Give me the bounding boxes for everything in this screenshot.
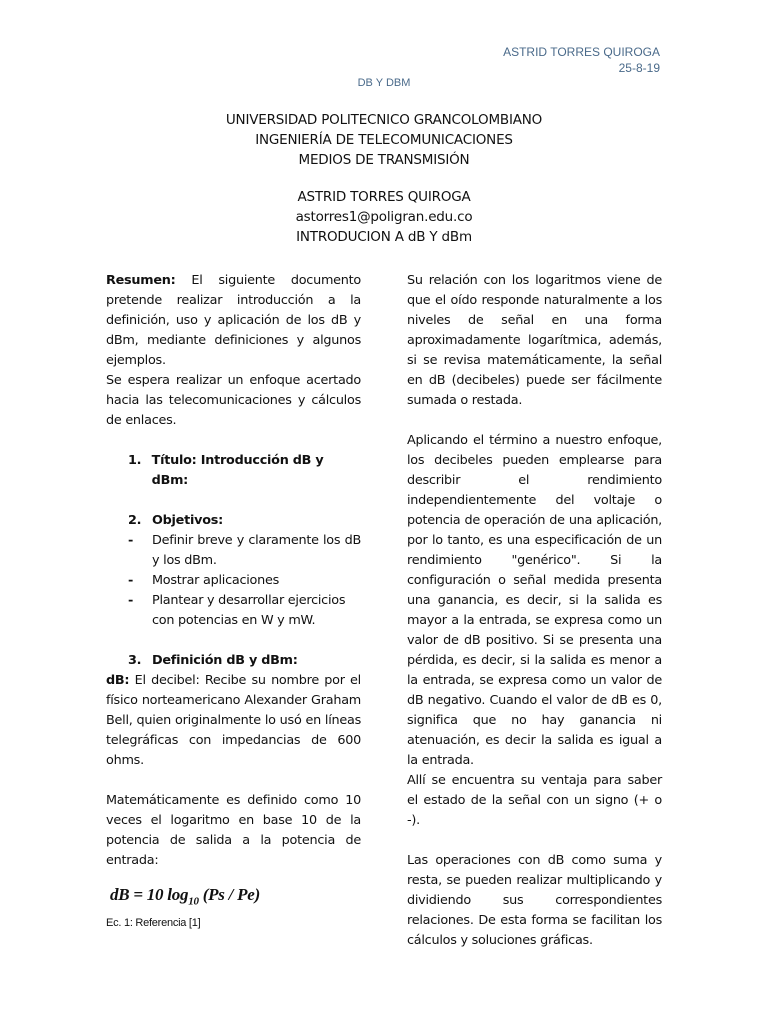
section-2-heading bbox=[106, 511, 361, 531]
abstract-paragraph bbox=[106, 271, 361, 371]
abstract-text: El siguiente documento pretende realizar introducción a la definición, uso y aplicación de los dB y dBm, mediante definiciones y algunos ejemplos. bbox=[106, 273, 361, 368]
page-header-right bbox=[503, 44, 660, 76]
paragraph-operations: Las operaciones con dB como suma y resta, se pueden realizar multiplicando y dividiendo sus correspondientes relaciones. De esta forma se facilitan los cálculos y soluciones gráficas. bbox=[407, 853, 662, 948]
section-number: 1. bbox=[128, 453, 142, 468]
paragraph-decibels-application: Aplicando el término a nuestro enfoque, los decibeles pueden emplearse para describir el rendimiento independientemente del voltaje o potencia de operación de una aplicación, por lo tanto, es una especificación de un rendimiento "genérico". Si la configuración o señal medida presenta una ganancia, es decir, si la salida es mayor a la entrada, se expresa como un valor de dB positivo. Si se presenta una pérdida, es decir, si la salida es menor a la entrada, se expresa como un valor de dB negativo. Cuando el valor de dB es 0, significa que no hay ganancia ni atenuación, es decir la salida es igual a la entrada. bbox=[407, 433, 662, 768]
abstract-text-2: Se espera realizar un enfoque acertado hacia las telecomunicaciones y cálculos de enlaces. bbox=[106, 373, 361, 428]
section-title: Título: Introducción dB y dBm: bbox=[151, 453, 324, 488]
formula-main: dB = 10 log bbox=[110, 885, 189, 904]
db-label: dB: bbox=[106, 673, 130, 688]
paragraph-advantage: Allí se encuentra su ventaja para saber el estado de la señal con un signo (+ o -). bbox=[407, 773, 662, 828]
section-title: Objetivos: bbox=[152, 513, 223, 528]
db-formula bbox=[106, 885, 361, 909]
program-name: INGENIERÍA DE TELECOMUNICACIONES bbox=[255, 132, 513, 148]
formula-subscript: 10 bbox=[188, 895, 199, 908]
objective-text: Mostrar aplicaciones bbox=[152, 573, 280, 588]
db-text: El decibel: Recibe su nombre por el físico norteamericano Alexander Graham Bell, quien originalmente lo usó en líneas telegráficas con impedancias de 600 ohms. bbox=[106, 673, 361, 768]
course-name: MEDIOS DE TRANSMISIÓN bbox=[298, 152, 470, 168]
objective-text: Plantear y desarrollar ejercicios con potencias en W y mW. bbox=[152, 593, 346, 628]
objective-item: - Mostrar aplicaciones bbox=[106, 571, 361, 591]
math-definition-paragraph: Matemáticamente es definido como 10 veces el logaritmo en base 10 de la potencia de salida a la potencia de entrada: bbox=[106, 793, 361, 868]
header-date: 25-8-19 bbox=[618, 61, 660, 75]
objective-text: Definir breve y claramente los dB y los dBm. bbox=[152, 533, 361, 568]
left-column bbox=[106, 271, 361, 933]
document-subject: INTRODUCION A dB Y dBm bbox=[296, 229, 472, 245]
section-number: 3. bbox=[128, 653, 142, 668]
university-name: UNIVERSIDAD POLITECNICO GRANCOLOMBIANO bbox=[225, 112, 543, 128]
section-3-heading bbox=[106, 651, 361, 671]
right-column bbox=[407, 271, 662, 951]
section-number: 2. bbox=[128, 513, 142, 528]
paragraph-logarithms: Su relación con los logaritmos viene de que el oído responde naturalmente a los niveles de señal en una forma aproximadamente logarítmica, además, si se revisa matemáticamente, la señal en dB (decibeles) puede ser fácilmente sumada o restada. bbox=[407, 273, 662, 408]
header-author: ASTRID TORRES QUIROGA bbox=[503, 45, 660, 59]
section-1-heading bbox=[106, 451, 361, 491]
db-definition-paragraph bbox=[106, 671, 361, 771]
formula-tail: (Ps / Pe) bbox=[198, 885, 260, 904]
author-name: ASTRID TORRES QUIROGA bbox=[297, 189, 471, 205]
title-block bbox=[0, 110, 768, 247]
objective-item: - Plantear y desarrollar ejercicios con potencias en W y mW. bbox=[106, 591, 361, 631]
equation-caption: Ec. 1: Referencia [1] bbox=[106, 917, 201, 929]
abstract-label: Resumen: bbox=[106, 273, 176, 288]
objective-item: - Definir breve y claramente los dB y los dBm. bbox=[106, 531, 361, 571]
section-title: Definición dB y dBm: bbox=[152, 653, 298, 668]
author-email: astorres1@poligran.edu.co bbox=[295, 209, 473, 225]
header-topic: DB Y DBM bbox=[357, 77, 411, 89]
